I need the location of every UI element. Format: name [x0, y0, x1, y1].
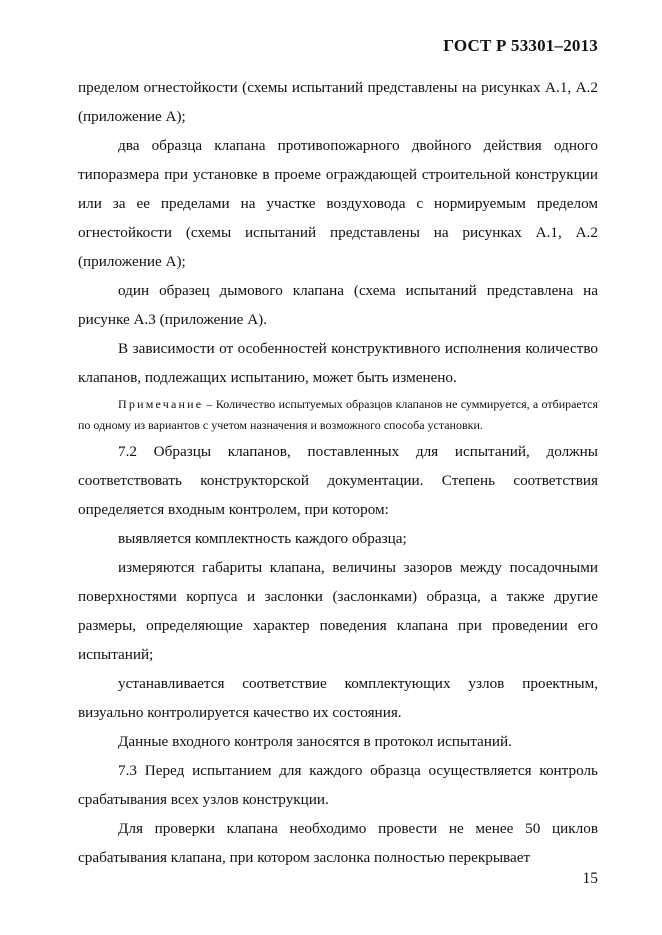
note-label: Примечание [118, 397, 204, 411]
paragraph-4: В зависимости от особенностей конструктивного исполнения количество клапанов, подлежащих испытанию, может быть изменено. [78, 340, 598, 386]
paragraph-11: Для проверки клапана необходимо провести не менее 50 циклов срабатывания клапана, при котором заслонка полностью перекрывает [78, 820, 598, 866]
paragraph-7: измеряются габариты клапана, величины зазоров между посадочными поверхностями корпуса и заслонки (заслонками) образца, а также другие размеры, определяющие характер поведения клапана при проведении его испытаний; [78, 559, 598, 663]
paragraph-8: устанавливается соответствие комплектующих узлов проектным, визуально контролируется качество их состояния. [78, 675, 598, 721]
paragraph-6: выявляется комплектность каждого образца; [118, 530, 407, 547]
note-text: – Количество испытуемых образцов клапанов не суммируется, а отбирается по одному из вариантов с учетом назначения и возможного способа установки. [78, 397, 598, 432]
paragraph-7-2: 7.2 Образцы клапанов, поставленных для испытаний, должны соответствовать конструкторской документации. Степень соответствия определяется входным контролем, при котором: [78, 443, 598, 518]
paragraph-2: два образца клапана противопожарного двойного действия одного типоразмера при установке в проеме ограждающей строительной конструкции или за ее пределами на участке воздуховода с нормируемым пределом огнестойкости (схемы испытаний представлены на рисунках А.1, А.2 (приложение А); [78, 137, 598, 270]
paragraph-1: пределом огнестойкости (схемы испытаний представлены на рисунках А.1, А.2 (приложение А); [78, 79, 598, 125]
page-number: 15 [582, 870, 598, 887]
note [78, 394, 598, 436]
paragraph-7-3: 7.3 Перед испытанием для каждого образца осуществляется контроль срабатывания всех узлов конструкции. [78, 762, 598, 808]
paragraph-9: Данные входного контроля заносятся в протокол испытаний. [118, 733, 512, 750]
body-text [78, 73, 598, 872]
document-id: ГОСТ Р 53301–2013 [443, 36, 598, 55]
paragraph-3: один образец дымового клапана (схема испытаний представлена на рисунке А.3 (приложение А). [78, 282, 598, 328]
